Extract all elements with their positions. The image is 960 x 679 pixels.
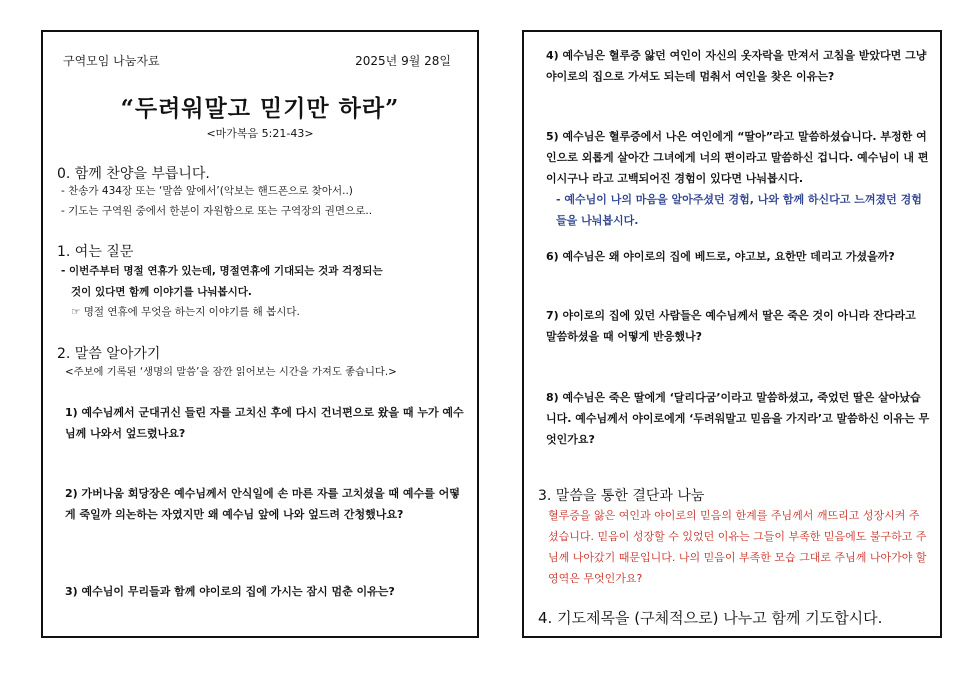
section-1-line1: - 이번주부터 명절 연휴가 있는데, 명절연휴에 기대되는 것과 걱정되는	[61, 265, 383, 277]
section-0-line2: - 기도는 구역원 중에서 한분이 자원함으로 또는 구역장의 권면으로..	[61, 205, 373, 217]
section-0-line1: - 찬송가 434장 또는 ‘말씀 앞에서’(악보는 핸드폰으로 찾아서..)	[61, 185, 353, 197]
question-7: 7) 야이로의 집에 있던 사람들은 예수님께서 딸은 죽은 것이 아니라 잔다라고 말씀하셨을 때 어떻게 반응했나?	[546, 309, 916, 343]
section-3-body: 혈루증을 앓은 여인과 야이로의 믿음의 한계를 주님께서 깨뜨리고 성장시켜 주셨습니다. 믿음이 성장할 수 있었던 이유는 그들이 부족한 믿음에도 불구하고 주님께 나아갔기 때문입니다. 나의 믿음이 부족한 모습 그대로 주님께 나아가야 할 영역은 무엇인가요?	[548, 509, 927, 585]
section-2-note: <주보에 기록된 ‘생명의 말씀’을 잠깐 읽어보는 시간을 가져도 좋습니다.>	[65, 366, 397, 378]
question-6: 6) 예수님은 왜 야이로의 집에 베드로, 야고보, 요한만 데리고 가셨을까?	[546, 250, 895, 263]
header-left: 구역모임 나눔자료	[63, 54, 160, 68]
right-page	[522, 30, 942, 638]
scripture-reference: <마가복음 5:21-43>	[206, 127, 314, 140]
header-date: 2025년 9월 28일	[355, 54, 451, 68]
question-8: 8) 예수님은 죽은 딸에게 ‘달리다굼’이라고 말씀하셨고, 죽었던 딸은 살아났습니다. 예수님께서 야이로에게 ‘두려워말고 믿음을 가지라’고 말씀하신 이유는 무엇인가요?	[546, 391, 930, 446]
page-title: “두려워말고 믿기만 하라”	[120, 95, 400, 122]
question-5: 5) 예수님은 혈루증에서 나은 여인에게 “딸아”라고 말씀하셨습니다. 부정한 여인으로 외롭게 살아간 그녀에게 너의 편이라고 말씀하신 겁니다. 예수님이 내 편이시구나 라고 고백되어진 경험이 있다면 나눠봅시다.	[546, 130, 929, 185]
question-2: 2) 가버나움 회당장은 예수님께서 안식일에 손 마른 자를 고치셨을 때 예수를 어떻게 죽일까 의논하는 자였지만 왜 예수님 앞에 나와 엎드려 간청했나요?	[65, 487, 460, 521]
section-1-heading: 1. 여는 질문	[57, 244, 134, 260]
section-4-heading: 4. 기도제목을 (구체적으로) 나누고 함께 기도합시다.	[538, 609, 883, 627]
question-1: 1) 예수님께서 군대귀신 들린 자를 고치신 후에 다시 건너편으로 왔을 때 누가 예수님께 나와서 엎드렸나요?	[65, 406, 464, 440]
section-0-heading: 0. 함께 찬양을 부릅니다.	[57, 166, 210, 182]
question-4: 4) 예수님은 혈루증 앓던 여인이 자신의 옷자락을 만져서 고침을 받았다면 그냥 야이로의 집으로 가셔도 되는데 멈춰서 여인을 찾은 이유는?	[546, 49, 927, 83]
left-page	[41, 30, 479, 638]
section-2-heading: 2. 말씀 알아가기	[57, 346, 161, 362]
question-5-note: - 예수님이 나의 마음을 알아주셨던 경험, 나와 함께 하신다고 느껴졌던 경험들을 나눠봅시다.	[556, 193, 922, 227]
section-1-line2: 것이 있다면 함께 이야기를 나눠봅시다.	[71, 286, 252, 298]
section-3-heading: 3. 말씀을 통한 결단과 나눔	[538, 488, 705, 504]
question-3: 3) 예수님이 무리들과 함께 야이로의 집에 가시는 잠시 멈춘 이유는?	[65, 585, 395, 598]
section-1-line3: ☞ 명절 연휴에 무엇을 하는지 이야기를 해 봅시다.	[71, 306, 300, 318]
